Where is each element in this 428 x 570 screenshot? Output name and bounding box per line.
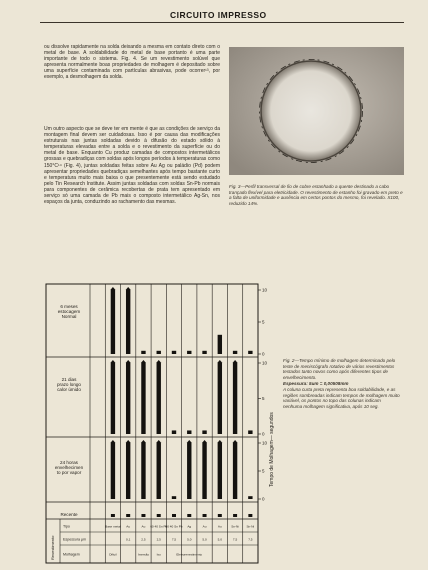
recent-bar-10	[248, 514, 252, 517]
bar-arrow-1-4	[156, 360, 161, 363]
bar-arrow-1-1	[110, 360, 115, 363]
table-cell-0-10: Sn-Ni	[246, 524, 255, 529]
table-cell-1-2: 0,1	[126, 537, 131, 542]
figure-3-caption: Fig. 3—Perfil transversal de fio de cobre estanhado a quente destinado a cabo trançado flexível para eletricidade. O revestimento de estanho foi gravado em preto e a falta de uniformidade e ausência em certos pontos do mesmo, foi revelado. X100, reduzido 14%.	[229, 184, 403, 206]
bar-0-7	[202, 351, 206, 354]
bar-1-10	[248, 430, 252, 434]
table-cell-0-8: Au	[217, 524, 222, 529]
bar-0-9	[233, 351, 237, 354]
bar-0-2	[126, 290, 130, 354]
bar-2-8	[218, 443, 222, 499]
recent-bar-2	[126, 514, 130, 517]
y-tick-label-0-0: 0	[262, 351, 265, 357]
y-tick-label-1-5: 5	[262, 396, 265, 402]
table-cell-2-3: Imersão	[137, 552, 150, 557]
article-paragraph-2: Um outro aspecto que se deve ter em mente é que as condições de serviço da montagem final devem ser cuidadosas. Isso é por causa das modificações estruturais nas juntas soldadas devido à difusão do estado sólido à temperaturas elevadas entre a solda e o revestimento da superfície ou do metal de base. Enquanto Cu produz camadas de compostos intermetálicos grossas e quebradiças com soldas após longos períodos à temperaturas como 150°C¹⁴ (Fig. 4), juntas soldadas feitas sobre Au Ag ou paládio (Pd) podem apresentar propriedades quebradiças semelhantes após tempo bastante curto e temperatura muito mais baixa o que presentemente está sendo estudado pelo Tin Research Institute. Assim juntas soldadas com soldas Sn-Pb normais para componentes de cerâmica recobertas de prata tem apresentado em serviço só uma camada de Pb mais o composto intermetálico Ag-Sn, nos espaços da junta, conduzindo ao rachamento das mesmas.	[44, 126, 220, 206]
row-label-6-meses	[50, 304, 88, 320]
table-cell-1-8: 5,0	[217, 537, 222, 542]
article-paragraph-1: ou dissolve rapidamente na solda deixando a mesma em contato direto com o metal de base. A soldabilidade do metal de base portanto é uma parte importante de todo o sistema. Fig. 4. Se um revestimento solúvel que apresenta normalmente boas propriedades de molhagem é depositado sobre uma superfície contaminada com partículas abrasivas, pode ocorrer¹³, por exemplo, a desmolhagem da solda.	[44, 44, 220, 81]
bar-2-9	[233, 443, 237, 499]
bar-1-8	[218, 363, 222, 434]
bar-arrow-2-8	[217, 440, 222, 443]
bar-arrow-2-3	[141, 440, 146, 443]
figure-3-photo	[229, 47, 404, 175]
table-row-label-2: Molhagem	[63, 552, 80, 557]
table-cell-1-7: 5,0	[202, 537, 207, 542]
bar-2-4	[157, 443, 161, 499]
table-cell-1-6: 5,0	[187, 537, 192, 542]
table-cell-1-10: 7,5	[248, 537, 253, 542]
figure-2-caption-thickness: Espessura: 5um = 0,00508mm	[283, 381, 349, 387]
table-row-label-1: Espessura µm	[63, 537, 87, 542]
bar-2-1	[111, 443, 115, 499]
table-cell-2-6: Eletrorevestimento	[176, 552, 203, 557]
bar-1-3	[141, 363, 145, 434]
bar-0-5	[172, 351, 176, 354]
recent-bar-3	[141, 514, 145, 517]
recent-bar-4	[157, 514, 161, 517]
table-row-label-0: Tipo	[63, 524, 70, 529]
row-label-21-dias	[50, 377, 88, 393]
wetting-time-chart	[44, 282, 274, 565]
row-label-recente	[50, 512, 88, 517]
row-label-24-horas	[50, 460, 88, 476]
row-label-24-horas-text: 24 horas envelhecimen to por vapor	[54, 460, 84, 476]
y-tick-label-0-5: 5	[262, 319, 265, 325]
bar-2-5	[172, 496, 176, 499]
bar-0-1	[111, 290, 115, 354]
table-cell-1-4: 2,5	[156, 537, 161, 542]
table-cell-0-2: Au	[126, 524, 131, 529]
bar-1-9	[233, 363, 237, 434]
revestimento-label: Revestimento	[50, 535, 55, 560]
row-label-6-meses-text: 6 meses estocagem Normal	[57, 304, 81, 320]
chart-frame	[46, 284, 258, 563]
table-cell-0-4: 60 40 Sn Pb	[150, 524, 168, 529]
bar-2-2	[126, 443, 130, 499]
table-cell-1-9: 7,5	[232, 537, 238, 542]
bar-arrow-0-2	[126, 287, 131, 290]
table-cell-1-3: 2,5	[141, 537, 146, 542]
row-label-21-dias-text: 21 dias prazo longo calor úmido	[56, 377, 81, 393]
bar-2-3	[141, 443, 145, 499]
figure-2-caption	[283, 358, 401, 409]
bar-2-10	[248, 496, 252, 499]
bar-0-6	[187, 351, 191, 354]
recent-bar-6	[187, 514, 191, 517]
table-cell-1-5: 7,5	[171, 537, 177, 542]
bar-1-1	[111, 363, 115, 434]
bar-1-2	[126, 363, 130, 434]
y-tick-label-2-0: 0	[262, 496, 265, 502]
table-cell-0-1: Base metal	[105, 524, 121, 529]
bar-1-7	[202, 430, 206, 434]
recent-bar-8	[218, 514, 222, 517]
y-tick-label-1-10: 10	[262, 360, 268, 366]
figure-2-chart	[44, 282, 274, 565]
figure-2-caption-body: A coluna curta preta representa boa soldabilidade, e as regiões sombreadas indicam tempos de molhagem muito variável, os pontos no topo das colunas indicam nenhuma molhagem significativa, após 10 seg.	[283, 386, 400, 409]
bar-0-10	[248, 351, 252, 354]
bar-arrow-1-8	[217, 360, 222, 363]
y-tick-label-2-5: 5	[262, 468, 265, 474]
bar-arrow-1-2	[126, 360, 131, 363]
bar-1-5	[172, 430, 176, 434]
bar-0-8	[218, 335, 222, 354]
bar-arrow-2-4	[156, 440, 161, 443]
bar-arrow-2-9	[232, 440, 237, 443]
recent-bar-9	[233, 514, 237, 517]
bar-1-6	[187, 430, 191, 434]
header-rule	[40, 22, 404, 23]
y-axis-label: Tempo de Molhagem— segundos	[269, 412, 275, 487]
bar-2-6	[187, 443, 191, 499]
table-cell-0-9: Sn-Ni	[231, 524, 239, 529]
bar-arrow-0-1	[110, 287, 115, 290]
bar-arrow-2-7	[202, 440, 207, 443]
bar-1-4	[157, 363, 161, 434]
table-cell-0-5: 60 40 Sn Pb	[165, 524, 183, 529]
recent-bar-7	[203, 514, 207, 517]
table-cell-2-4: Iso	[156, 552, 161, 557]
page-header: CIRCUITO IMPRESSO	[170, 10, 267, 20]
bar-arrow-2-2	[126, 440, 131, 443]
table-cell-0-7: Au	[202, 524, 207, 529]
table-cell-0-3: Au	[141, 524, 146, 529]
bar-arrow-1-9	[232, 360, 237, 363]
bar-arrow-1-3	[141, 360, 146, 363]
y-tick-label-2-10: 10	[262, 440, 268, 446]
recent-bar-1	[111, 514, 115, 517]
bar-arrow-2-6	[187, 440, 192, 443]
bar-0-4	[157, 351, 161, 354]
bar-0-3	[141, 351, 145, 354]
y-tick-label-0-10: 10	[262, 287, 268, 293]
bar-arrow-2-1	[110, 440, 115, 443]
table-cell-2-1: Dificil	[109, 552, 117, 557]
y-tick-label-1-0: 0	[262, 431, 265, 437]
wire-cross-section	[261, 61, 361, 161]
bar-2-7	[202, 443, 206, 499]
recent-bar-5	[172, 514, 176, 517]
table-cell-0-6: Ag	[187, 524, 192, 529]
row-label-recente-text: Recente	[60, 512, 78, 517]
figure-2-caption-title: Fig. 2—Tempo mínimo de molhagem determinado pelo teste de meniscógrafo rotativo de vários revestimentos testados tanto novos como após diferentes tipos de envelhecimento.	[283, 358, 396, 380]
